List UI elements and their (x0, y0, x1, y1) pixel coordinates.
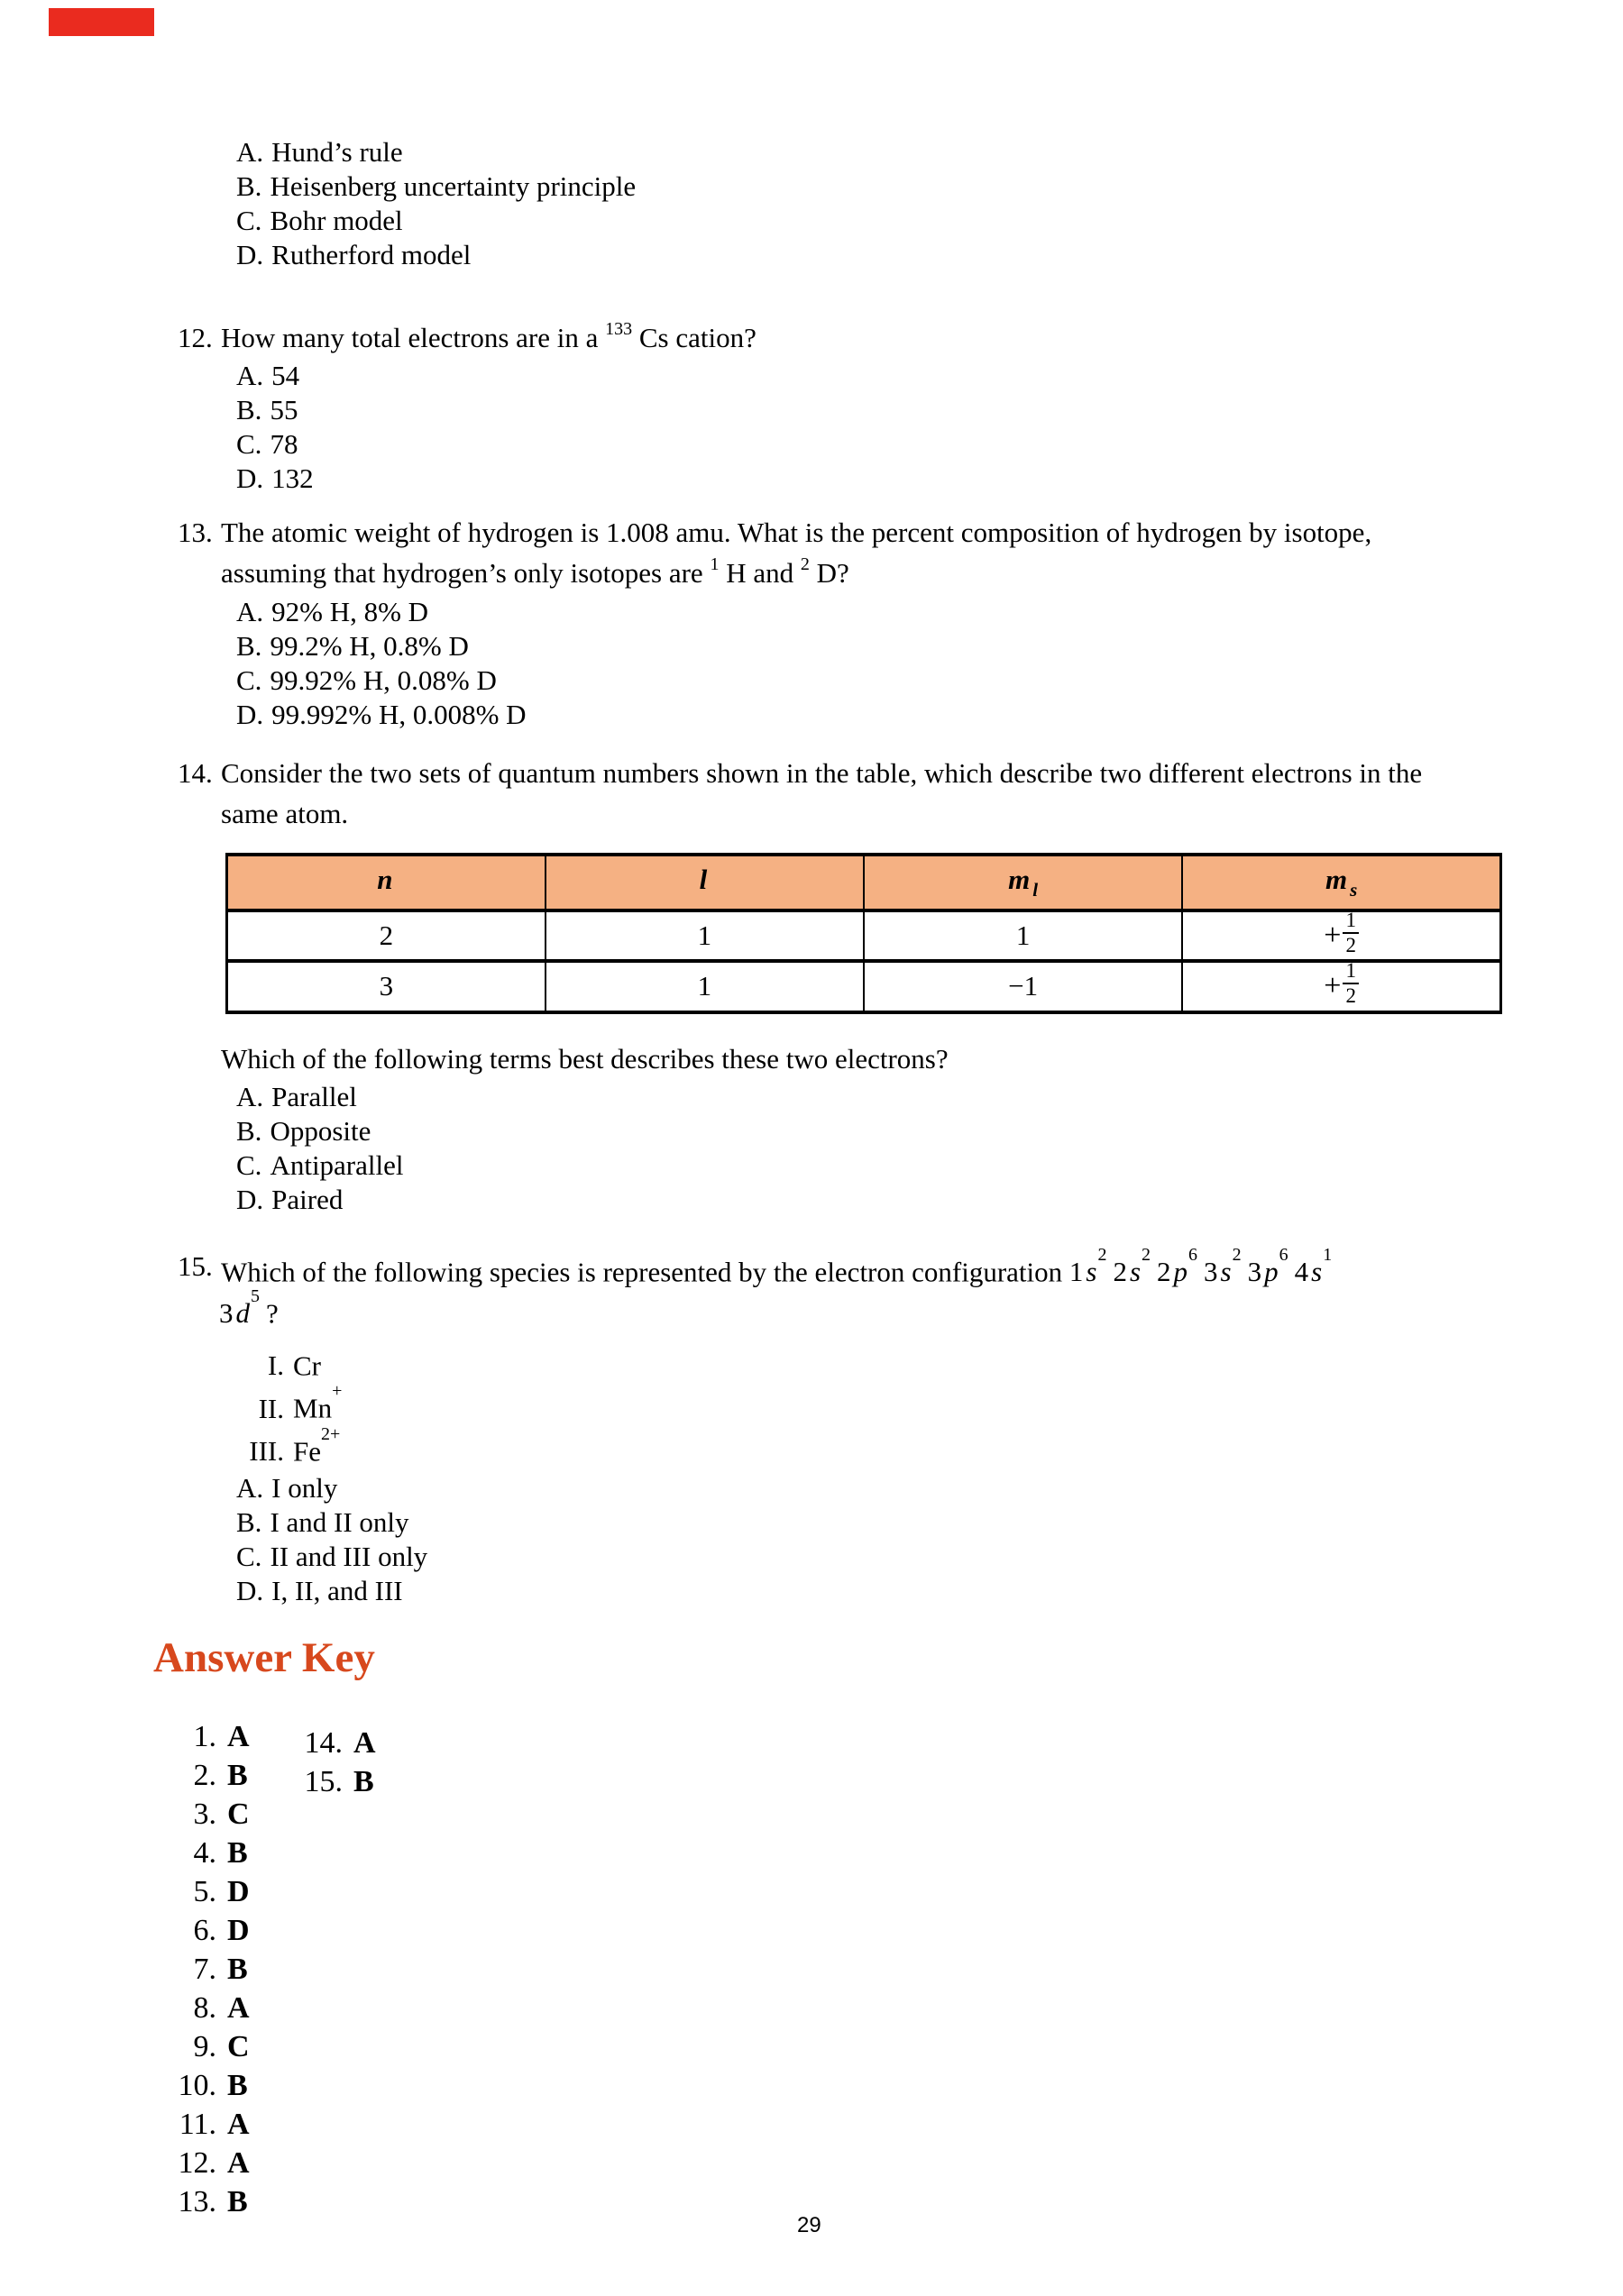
roman-label: III. (249, 1434, 284, 1467)
option-label: A. (236, 1081, 264, 1112)
option-a (236, 1080, 404, 1114)
question-15-number: 15. (178, 1250, 213, 1282)
quantum-numbers-table (225, 853, 1502, 1014)
option-label: D. (236, 1184, 264, 1215)
roman-text: Fe (293, 1434, 321, 1467)
isotope-2-superscript: 2 (800, 554, 810, 574)
option-text: I only (271, 1472, 338, 1504)
answer-item: 5. D (193, 1875, 250, 1908)
option-label: D. (236, 699, 264, 730)
header-n: n (227, 855, 546, 910)
answer-item: 9. C (193, 2030, 250, 2063)
spin-sign: + (1324, 969, 1342, 1003)
answer-item: 2. B (193, 1759, 248, 1792)
answer-item: 14. A (304, 1726, 376, 1760)
cell-l: 1 (546, 910, 864, 961)
option-label: D. (236, 462, 264, 494)
cell-ms (1182, 910, 1500, 961)
option-c (236, 663, 527, 698)
config-token: $2s^2$ (1113, 1245, 1151, 1288)
option-label: D. (236, 1575, 264, 1606)
option-text: 99.92% H, 0.08% D (270, 664, 497, 696)
spin-sign: + (1324, 919, 1342, 953)
option-text: Bohr model (270, 205, 403, 236)
line2-a: assuming that hydrogen’s only isotopes are (221, 557, 711, 589)
question-14-followup: Which of the following terms best describes these two electrons? (221, 1043, 949, 1075)
table-row (227, 910, 1501, 961)
option-c (236, 1148, 404, 1183)
roman-charge: 2+ (321, 1423, 341, 1444)
option-text: Parallel (271, 1081, 357, 1112)
answer-key-column-1 (153, 1717, 250, 2221)
question-15-roman-list (221, 1341, 342, 1469)
option-label: A. (236, 596, 264, 627)
option-text: I, II, and III (271, 1575, 403, 1606)
option-a (236, 1471, 427, 1505)
option-label: B. (236, 394, 262, 425)
option-text: 92% H, 8% D (271, 596, 429, 627)
cell-ml: 1 (864, 910, 1182, 961)
question-mark: ? (266, 1297, 279, 1330)
answer-item: 10. B (178, 2069, 248, 2102)
option-text: Paired (271, 1184, 344, 1215)
header-l: l (546, 855, 864, 910)
option-c (236, 204, 636, 238)
question-14-options (236, 1080, 404, 1217)
option-b (236, 169, 636, 204)
option-d (236, 238, 636, 272)
option-d (236, 698, 527, 732)
question-13-line1: The atomic weight of hydrogen is 1.008 amu. What is the percent composition of hydrogen by isotope, (221, 517, 1372, 548)
option-label: C. (236, 1541, 262, 1572)
option-label: C. (236, 1149, 262, 1181)
question-15-options (236, 1471, 427, 1608)
option-c (236, 427, 314, 462)
roman-item-3 (221, 1423, 342, 1469)
question-13-number: 13. (178, 517, 213, 548)
answer-item: 13. B (178, 2185, 248, 2218)
question-12-options (236, 359, 314, 496)
option-label: B. (236, 630, 262, 662)
page-number: 29 (797, 2213, 821, 2237)
question-15-pre: Which of the following species is represented by the electron configuration (221, 1256, 1069, 1288)
question-15-text (221, 1246, 1338, 1292)
option-b (236, 629, 527, 663)
option-text: Antiparallel (270, 1149, 404, 1181)
line2-b: H and (719, 557, 801, 589)
question-14-number: 14. (178, 757, 213, 789)
config-token: $4s^1$ (1294, 1245, 1333, 1288)
option-text: I and II only (270, 1506, 409, 1538)
option-text: 132 (271, 462, 314, 494)
config-token: $2p^6$ (1157, 1245, 1198, 1288)
option-label: C. (236, 205, 262, 236)
line2-c: D? (809, 557, 849, 589)
question-12-pre: How many total electrons are in a (221, 322, 606, 353)
spin-fraction: $\frac{1}{2}$ (1343, 960, 1359, 1007)
option-label: C. (236, 428, 262, 460)
option-text: Rutherford model (271, 239, 472, 270)
config-token: $1s^2$ (1068, 1245, 1107, 1288)
header-ml: m $_l$ (864, 855, 1182, 910)
config-token: $3d^5$ (219, 1286, 260, 1330)
option-label: B. (236, 1506, 262, 1538)
question-14-line1: Consider the two sets of quantum numbers shown in the table, which describe two different electrons in the (221, 757, 1423, 789)
answer-key-column-2 (280, 1724, 376, 1801)
option-d (236, 1183, 404, 1217)
config-token: $3p^6$ (1247, 1245, 1288, 1288)
option-label: B. (236, 170, 262, 202)
option-b (236, 1505, 427, 1540)
mass-number-superscript: 133 (605, 319, 633, 339)
option-text: Opposite (270, 1115, 371, 1147)
question-14-line2: same atom. (221, 798, 349, 829)
question-13-options (236, 595, 527, 732)
answer-item: 8. A (193, 1991, 250, 2025)
roman-label: II. (258, 1392, 284, 1424)
roman-charge: + (332, 1381, 343, 1402)
answer-item: 7. B (193, 1953, 248, 1986)
option-text: 99.992% H, 0.008% D (271, 699, 527, 730)
option-text: 78 (270, 428, 298, 460)
answer-key-title: Answer Key (153, 1634, 375, 1681)
table-header-row (227, 855, 1501, 910)
option-a (236, 359, 314, 393)
answer-item: 3. C (193, 1797, 250, 1831)
answer-item: 4. B (193, 1836, 248, 1870)
question-12-post: Cs cation? (632, 322, 756, 353)
table-row (227, 961, 1501, 1011)
option-c (236, 1540, 427, 1574)
red-marker-bar (49, 8, 154, 36)
roman-item-1 (221, 1341, 342, 1384)
option-text: II and III only (270, 1541, 428, 1572)
option-text: 99.2% H, 0.8% D (270, 630, 469, 662)
answer-item: 15. B (304, 1765, 374, 1798)
option-d (236, 462, 314, 496)
isotope-1-superscript: 1 (710, 554, 720, 574)
cell-ml: −1 (864, 961, 1182, 1011)
roman-item-2 (221, 1381, 343, 1426)
cell-ms (1182, 961, 1500, 1011)
option-d (236, 1574, 427, 1608)
option-text: 55 (270, 394, 298, 425)
spin-fraction: $\frac{1}{2}$ (1343, 910, 1359, 956)
option-a (236, 595, 527, 629)
config-token: $3s^2$ (1204, 1245, 1242, 1288)
header-ms: m $_s$ (1182, 855, 1500, 910)
option-b (236, 1114, 404, 1148)
option-label: B. (236, 1115, 262, 1147)
option-text: 54 (271, 360, 300, 391)
option-label: A. (236, 360, 264, 391)
option-label: A. (236, 1472, 264, 1504)
cell-n: 3 (227, 961, 546, 1011)
cell-l: 1 (546, 961, 864, 1011)
question-15-line2 (219, 1287, 279, 1333)
option-label: A. (236, 136, 264, 168)
option-a (236, 135, 636, 169)
option-label: D. (236, 239, 264, 270)
answer-item: 12. A (178, 2146, 250, 2180)
option-text: Hund’s rule (271, 136, 403, 168)
roman-label: I. (267, 1349, 284, 1382)
cell-n: 2 (227, 910, 546, 961)
answer-item: 11. A (179, 2108, 250, 2141)
option-label: C. (236, 664, 262, 696)
option-b (236, 393, 314, 427)
question-12-number: 12. (178, 322, 213, 353)
option-text: Heisenberg uncertainty principle (270, 170, 637, 202)
question-11-options (236, 135, 636, 272)
question-12-text (221, 317, 756, 362)
question-13-line2 (221, 553, 849, 598)
roman-text: Mn (293, 1392, 333, 1424)
answer-item: 1. A (193, 1720, 250, 1753)
roman-text: Cr (293, 1349, 321, 1382)
answer-item: 6. D (193, 1914, 250, 1947)
